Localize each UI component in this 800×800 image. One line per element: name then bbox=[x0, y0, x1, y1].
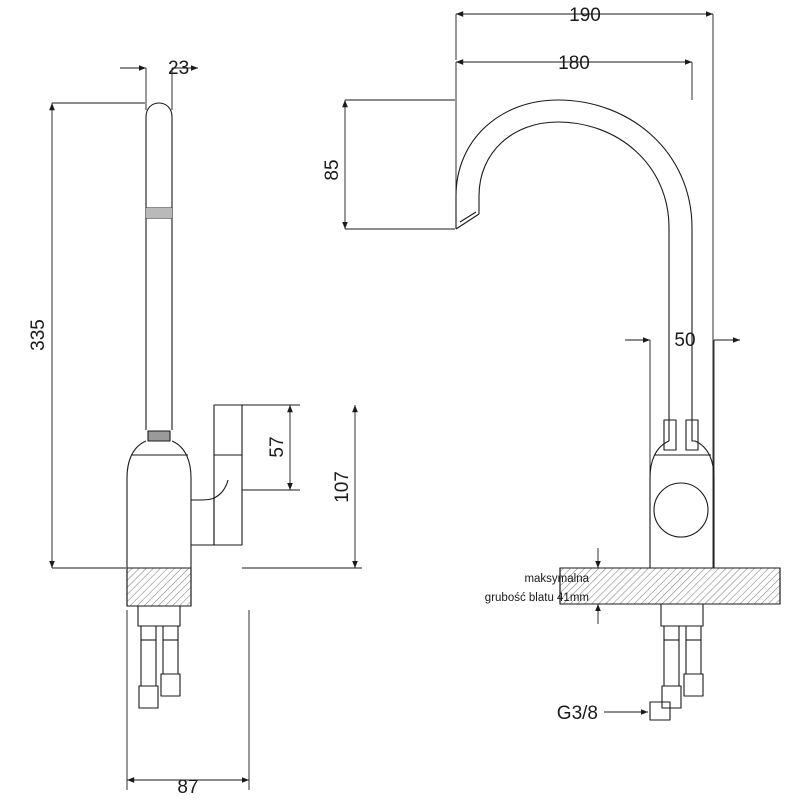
side-view-geometry bbox=[456, 100, 780, 720]
dim-label-width-spout: 23 bbox=[168, 58, 190, 79]
dim-label-overall-reach: 190 bbox=[569, 5, 601, 26]
front-view-geometry bbox=[127, 103, 242, 708]
dim-label-lever-height: 57 bbox=[267, 436, 288, 458]
annotation-counter-note-line1: maksymalna bbox=[524, 573, 589, 585]
dim-label-total-height: 335 bbox=[28, 319, 49, 351]
dimension-lines bbox=[52, 14, 740, 790]
annotation-thread-callout: G3/8 bbox=[556, 703, 598, 724]
dim-label-body-depth: 50 bbox=[674, 330, 696, 351]
dim-label-body-height: 107 bbox=[332, 471, 353, 503]
annotation-counter-note-line2: grubość blatu 41mm bbox=[484, 592, 589, 604]
dim-label-spout-height: 85 bbox=[322, 159, 343, 181]
dim-label-base-width: 87 bbox=[177, 777, 199, 798]
dim-label-spout-reach: 180 bbox=[558, 53, 590, 74]
